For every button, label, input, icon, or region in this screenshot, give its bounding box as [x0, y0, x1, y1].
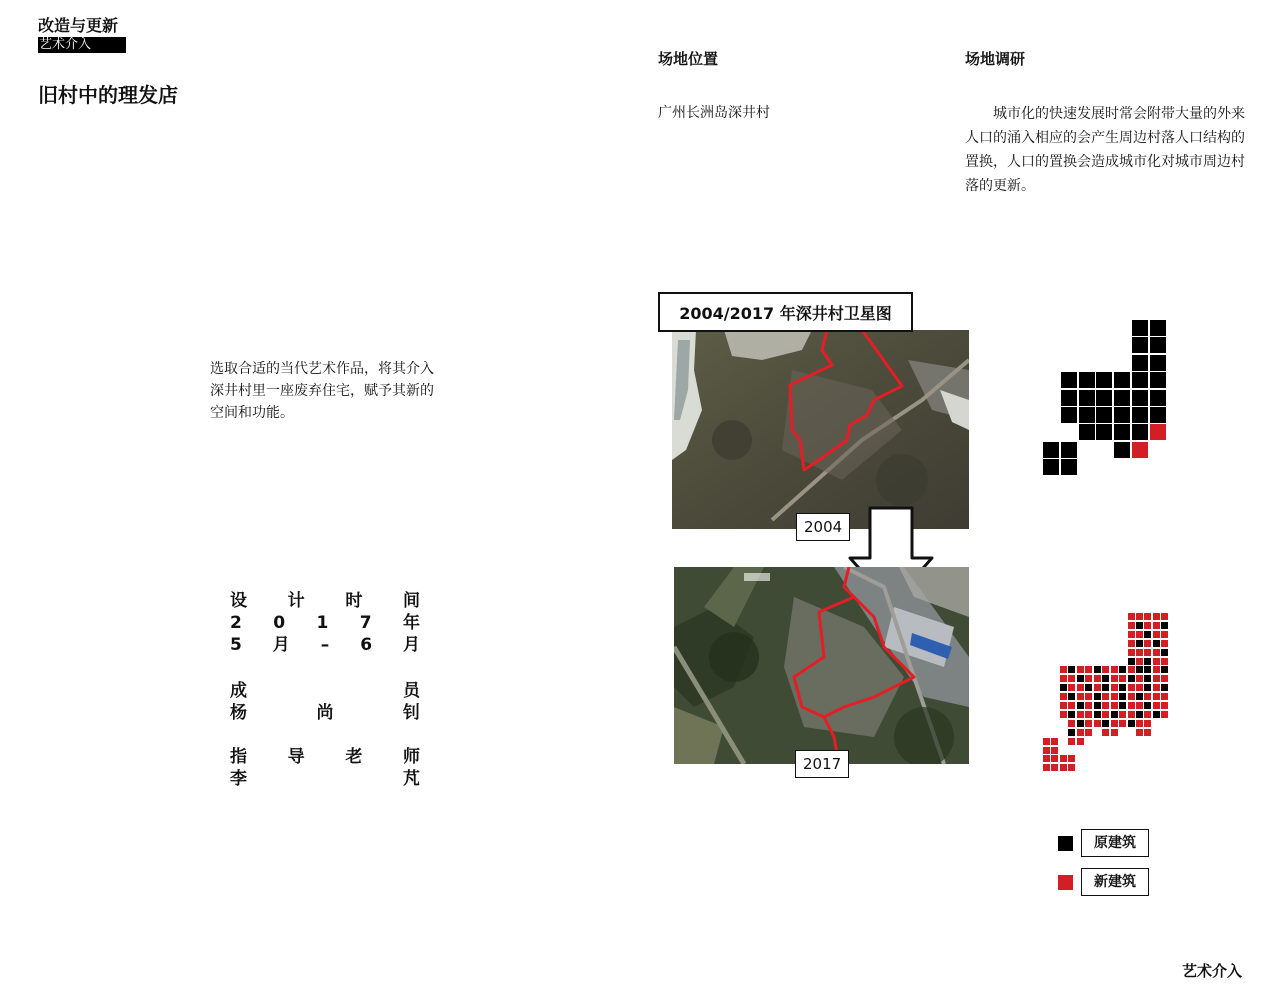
grid-cell [1132, 337, 1148, 353]
grid-cell [1128, 684, 1135, 691]
grid-cell [1161, 658, 1168, 665]
grid-cell [1144, 693, 1151, 700]
grid-cell [1144, 631, 1151, 638]
credit-char: 月 [272, 635, 290, 655]
grid-cell [1150, 424, 1166, 440]
grid-cell [1060, 675, 1067, 682]
building-grid-2017 [1043, 613, 1169, 773]
grid-cell [1144, 729, 1151, 736]
grid-cell [1144, 684, 1151, 691]
member-name [230, 702, 420, 724]
grid-cell [1119, 711, 1126, 718]
grid-cell [1094, 711, 1101, 718]
grid-cell [1043, 764, 1050, 771]
grid-cell [1161, 666, 1168, 673]
legend-new-label: 新建筑 [1081, 868, 1149, 896]
grid-cell [1096, 372, 1112, 388]
grid-cell [1061, 407, 1077, 423]
grid-cell [1096, 390, 1112, 406]
grid-cell [1161, 711, 1168, 718]
grid-cell [1068, 755, 1075, 762]
grid-cell [1144, 702, 1151, 709]
grid-cell [1060, 711, 1067, 718]
credit-char: 李 [230, 769, 247, 789]
grid-cell [1136, 649, 1143, 656]
grid-cell [1079, 407, 1095, 423]
grid-cell [1043, 442, 1059, 458]
grid-cell [1051, 738, 1058, 745]
grid-cell [1128, 640, 1135, 647]
grid-cell [1132, 372, 1148, 388]
grid-cell [1051, 764, 1058, 771]
grid-cell [1111, 720, 1118, 727]
credit-char: 员 [403, 681, 420, 701]
grid-cell [1068, 684, 1075, 691]
grid-cell [1068, 693, 1075, 700]
credit-char: 时 [345, 591, 363, 611]
site-survey-heading: 场地调研 [965, 50, 1026, 68]
grid-cell [1136, 658, 1143, 665]
grid-cell [1132, 355, 1148, 371]
grid-cell [1153, 693, 1160, 700]
grid-cell [1144, 711, 1151, 718]
building-grid-2004 [1042, 320, 1166, 477]
credit-char: 6 [360, 635, 373, 655]
grid-cell [1068, 702, 1075, 709]
grid-cell [1061, 459, 1077, 475]
grid-cell [1051, 755, 1058, 762]
grid-cell [1128, 658, 1135, 665]
satellite-image-2017 [674, 567, 969, 764]
site-location-text: 广州长洲岛深井村 [658, 105, 770, 121]
grid-cell [1102, 693, 1109, 700]
grid-cell [1060, 693, 1067, 700]
year-tag-2004: 2004 [796, 513, 850, 541]
credit-char: 年 [403, 613, 420, 633]
grid-cell [1079, 372, 1095, 388]
grid-cell [1111, 666, 1118, 673]
grid-cell [1094, 684, 1101, 691]
grid-cell [1068, 738, 1075, 745]
site-location-heading: 场地位置 [658, 50, 719, 68]
credit-char: 成 [230, 681, 247, 701]
grid-cell [1077, 711, 1084, 718]
grid-cell [1136, 666, 1143, 673]
grid-cell [1144, 720, 1151, 727]
grid-cell [1111, 729, 1118, 736]
grid-cell [1153, 649, 1160, 656]
footer-tag: 艺术介入 [1181, 962, 1242, 980]
grid-cell [1043, 738, 1050, 745]
grid-cell [1114, 407, 1130, 423]
grid-cell [1068, 764, 1075, 771]
grid-cell [1144, 613, 1151, 620]
credit-char: 导 [287, 747, 305, 767]
grid-cell [1144, 622, 1151, 629]
credit-char: 设 [230, 591, 247, 611]
grid-cell [1150, 407, 1166, 423]
grid-cell [1094, 666, 1101, 673]
grid-cell [1136, 729, 1143, 736]
grid-cell [1060, 666, 1067, 673]
grid-cell [1077, 729, 1084, 736]
grid-cell [1144, 658, 1151, 665]
grid-cell [1153, 622, 1160, 629]
design-year [230, 612, 420, 634]
grid-cell [1060, 702, 1067, 709]
credit-char: 芃 [403, 769, 420, 789]
year-tag-2017: 2017 [795, 750, 849, 778]
grid-cell [1096, 424, 1112, 440]
grid-cell [1043, 747, 1050, 754]
grid-cell [1085, 720, 1092, 727]
grid-cell [1161, 693, 1168, 700]
grid-cell [1153, 702, 1160, 709]
legend-new-swatch [1058, 875, 1073, 890]
project-description: 选取合适的当代艺术作品，将其介入深井村里一座废弃住宅，赋予其新的空间和功能。 [210, 361, 434, 421]
grid-cell [1150, 390, 1166, 406]
grid-cell [1094, 675, 1101, 682]
grid-cell [1114, 372, 1130, 388]
grid-cell [1111, 684, 1118, 691]
grid-cell [1128, 613, 1135, 620]
credit-char: 0 [273, 613, 286, 633]
grid-cell [1068, 720, 1075, 727]
grid-cell [1153, 675, 1160, 682]
grid-cell [1153, 684, 1160, 691]
grid-cell [1128, 666, 1135, 673]
grid-cell [1144, 675, 1151, 682]
grid-cell [1085, 729, 1092, 736]
grid-cell [1136, 711, 1143, 718]
grid-cell [1096, 407, 1112, 423]
grid-cell [1114, 424, 1130, 440]
grid-cell [1128, 720, 1135, 727]
satellite-2017-graphic [674, 567, 969, 764]
satellite-2004-graphic [672, 330, 969, 529]
satellite-map-label: 2004/2017 年深井村卫星图 [658, 292, 913, 332]
credit-char: 尚 [316, 703, 334, 723]
category-title: 改造与更新 [38, 16, 119, 35]
grid-cell [1161, 702, 1168, 709]
grid-cell [1085, 693, 1092, 700]
grid-cell [1102, 702, 1109, 709]
grid-cell [1077, 684, 1084, 691]
grid-cell [1068, 675, 1075, 682]
grid-cell [1144, 649, 1151, 656]
grid-cell [1132, 390, 1148, 406]
grid-cell [1136, 622, 1143, 629]
grid-cell [1161, 649, 1168, 656]
grid-cell [1132, 320, 1148, 336]
grid-cell [1111, 711, 1118, 718]
grid-cell [1077, 666, 1084, 673]
grid-cell [1079, 424, 1095, 440]
legend-original-label: 原建筑 [1081, 829, 1149, 857]
grid-cell [1161, 640, 1168, 647]
grid-cell [1136, 640, 1143, 647]
grid-cell [1085, 666, 1092, 673]
credit-char: 1 [316, 613, 329, 633]
grid-cell [1153, 711, 1160, 718]
credit-char: 钊 [403, 703, 420, 723]
grid-cell [1085, 684, 1092, 691]
credit-char: 老 [345, 747, 363, 767]
grid-cell [1077, 693, 1084, 700]
grid-cell [1068, 729, 1075, 736]
grid-cell [1136, 631, 1143, 638]
grid-cell [1132, 407, 1148, 423]
credit-char: 计 [287, 591, 305, 611]
grid-cell [1068, 666, 1075, 673]
grid-cell [1060, 684, 1067, 691]
advisor-name [230, 768, 420, 790]
grid-cell [1128, 631, 1135, 638]
site-survey-text: 城市化的快速发展时常会附带大量的外来人口的涌入相应的会产生周边村落人口结构的置换，人口的置换会造成城市化对城市周边村落的更新。 [965, 106, 1245, 194]
grid-cell [1102, 720, 1109, 727]
grid-cell [1136, 684, 1143, 691]
grid-cell [1128, 622, 1135, 629]
satellite-image-2004 [672, 330, 969, 529]
grid-cell [1128, 702, 1135, 709]
project-title: 旧村中的理发店 [38, 83, 178, 107]
grid-cell [1136, 675, 1143, 682]
grid-cell [1119, 720, 1126, 727]
credit-char: 指 [230, 747, 247, 767]
grid-cell [1061, 372, 1077, 388]
credit-char: 杨 [230, 703, 247, 723]
grid-cell [1153, 613, 1160, 620]
grid-cell [1161, 684, 1168, 691]
grid-cell [1102, 711, 1109, 718]
grid-cell [1094, 702, 1101, 709]
grid-cell [1094, 693, 1101, 700]
grid-cell [1114, 442, 1130, 458]
credit-char: 5 [230, 635, 242, 655]
grid-cell [1111, 702, 1118, 709]
grid-cell [1128, 649, 1135, 656]
grid-cell [1111, 675, 1118, 682]
grid-cell [1128, 711, 1135, 718]
grid-cell [1085, 675, 1092, 682]
credit-char: 2 [230, 613, 242, 633]
grid-cell [1077, 675, 1084, 682]
grid-cell [1153, 666, 1160, 673]
grid-cell [1079, 390, 1095, 406]
grid-cell [1144, 640, 1151, 647]
credit-char: 7 [359, 613, 372, 633]
grid-cell [1150, 320, 1166, 336]
design-time-label [230, 590, 420, 612]
category-subtitle-badge: 艺术介入 [38, 37, 126, 53]
grid-cell [1128, 693, 1135, 700]
grid-cell [1153, 658, 1160, 665]
grid-cell [1085, 702, 1092, 709]
credit-char: 师 [402, 747, 420, 767]
credit-char: 间 [402, 591, 420, 611]
grid-cell [1111, 693, 1118, 700]
grid-cell [1043, 459, 1059, 475]
grid-cell [1060, 755, 1067, 762]
grid-cell [1161, 622, 1168, 629]
grid-cell [1077, 702, 1084, 709]
grid-cell [1119, 702, 1126, 709]
grid-cell [1119, 684, 1126, 691]
grid-cell [1077, 738, 1084, 745]
grid-cell [1132, 424, 1148, 440]
grid-cell [1128, 675, 1135, 682]
grid-cell [1077, 720, 1084, 727]
grid-cell [1102, 675, 1109, 682]
grid-cell [1102, 666, 1109, 673]
grid-cell [1102, 729, 1109, 736]
grid-cell [1136, 613, 1143, 620]
credit-char: 月 [403, 635, 420, 655]
legend-original-swatch [1058, 836, 1073, 851]
advisor-label [230, 746, 420, 768]
grid-cell [1161, 613, 1168, 620]
grid-cell [1119, 666, 1126, 673]
grid-cell [1061, 442, 1077, 458]
grid-cell [1144, 666, 1151, 673]
credit-char: – [320, 635, 330, 655]
grid-cell [1119, 693, 1126, 700]
grid-cell [1094, 720, 1101, 727]
grid-cell [1085, 711, 1092, 718]
grid-cell [1061, 390, 1077, 406]
grid-cell [1153, 631, 1160, 638]
grid-cell [1153, 640, 1160, 647]
grid-cell [1051, 747, 1058, 754]
grid-cell [1119, 675, 1126, 682]
grid-cell [1132, 442, 1148, 458]
grid-cell [1136, 702, 1143, 709]
member-label [230, 680, 420, 702]
grid-cell [1161, 675, 1168, 682]
grid-cell [1136, 720, 1143, 727]
grid-cell [1136, 693, 1143, 700]
grid-cell [1102, 684, 1109, 691]
grid-cell [1161, 631, 1168, 638]
grid-cell [1114, 390, 1130, 406]
grid-cell [1043, 755, 1050, 762]
grid-cell [1150, 337, 1166, 353]
design-months [230, 634, 420, 656]
grid-cell [1060, 764, 1067, 771]
grid-cell [1150, 355, 1166, 371]
grid-cell [1150, 372, 1166, 388]
grid-cell [1068, 711, 1075, 718]
